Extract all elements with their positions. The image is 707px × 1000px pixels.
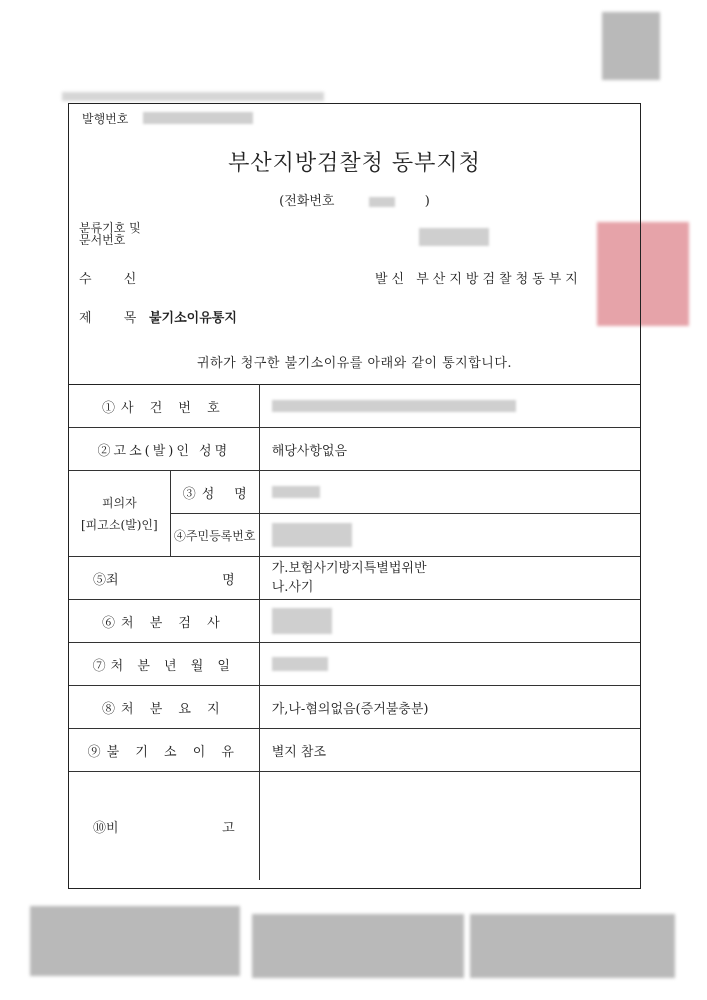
remarks-label-end: 고: [222, 820, 235, 836]
row-disposition: [69, 686, 640, 729]
row-charge: [69, 557, 640, 600]
redacted-prosecutor: [272, 608, 332, 634]
suspect-name-label-start: ③성: [182, 486, 221, 502]
charge-value-1: 가.보험사기방지특별법위반: [271, 561, 427, 576]
redacted-document-number: [419, 228, 489, 246]
row-case-number: [69, 385, 640, 428]
remarks-label-start: ⑩비: [93, 820, 119, 836]
phone-open: (전화번호: [279, 194, 335, 209]
reason-value: 별지 참조: [259, 729, 640, 772]
agency-title: 부산지방검찰청 동부지청: [228, 151, 481, 176]
phone-line: [69, 190, 640, 209]
issue-number-label: 발행번호: [82, 112, 129, 126]
redacted-issue-number: [143, 112, 253, 124]
subject-value: 불기소이유통지: [149, 311, 237, 326]
charge-values: [259, 557, 640, 600]
date-value: [259, 643, 640, 686]
redacted-footer-3: [470, 914, 675, 978]
suspect-name-label-end: 명: [234, 486, 247, 502]
redacted-footer-1: [30, 906, 240, 976]
subject-label: 제 목: [79, 311, 151, 326]
row-reason: [69, 729, 640, 772]
redacted-case-number: [272, 400, 516, 412]
complainant-label: ②고소(발)인 성명: [69, 428, 259, 471]
remarks-value: [259, 772, 640, 881]
redacted-suspect-id: [272, 523, 352, 547]
intro-text: 귀하가 청구한 불기소이유를 아래와 같이 통지합니다.: [196, 356, 513, 371]
suspect-id-label: ④주민등록번호: [170, 514, 259, 557]
remarks-label: [69, 772, 259, 881]
suspect-name-value: [259, 471, 640, 514]
notice-table: [69, 384, 640, 880]
row-prosecutor: [69, 600, 640, 643]
notice-form: [68, 103, 641, 889]
reason-label: ⑨불 기 소 이 유: [69, 729, 259, 772]
redacted-date: [272, 657, 328, 671]
suspect-id-value: [259, 514, 640, 557]
redacted-header-line: [62, 92, 324, 101]
date-label: ⑦처 분 년 월 일: [69, 643, 259, 686]
disposition-value: 가,나-혐의없음(증거불충분): [259, 686, 640, 729]
charge-value-2: 나.사기: [271, 580, 314, 595]
phone-close: ): [424, 194, 430, 209]
prosecutor-value: [259, 600, 640, 643]
redacted-footer-2: [252, 914, 464, 978]
classification-label: 분류기호 및 문서번호: [79, 221, 141, 247]
suspect-name-label: [170, 471, 259, 514]
case-number-value: [259, 385, 640, 428]
suspect-group-label: 피의자 [피고소(발)인]: [69, 471, 170, 557]
row-remarks: [69, 772, 640, 881]
disposition-label: ⑧처 분 요 지: [69, 686, 259, 729]
redacted-top-right: [602, 12, 660, 80]
sender-text: 발신 부산지방검찰청동부지: [375, 272, 582, 287]
redacted-suspect-name: [272, 486, 320, 498]
case-number-label: ①사 건 번 호: [69, 385, 259, 428]
recipient-label: 수 신: [79, 272, 151, 287]
row-date: [69, 643, 640, 686]
charge-label-end: 명: [222, 572, 235, 588]
row-complainant: [69, 428, 640, 471]
prosecutor-label: ⑥처 분 검 사: [69, 600, 259, 643]
charge-label-start: ⑤죄: [93, 572, 119, 588]
complainant-value: 해당사항없음: [259, 428, 640, 471]
redacted-phone: [369, 197, 395, 207]
row-suspect-name: [69, 471, 640, 514]
charge-label: [69, 557, 259, 600]
